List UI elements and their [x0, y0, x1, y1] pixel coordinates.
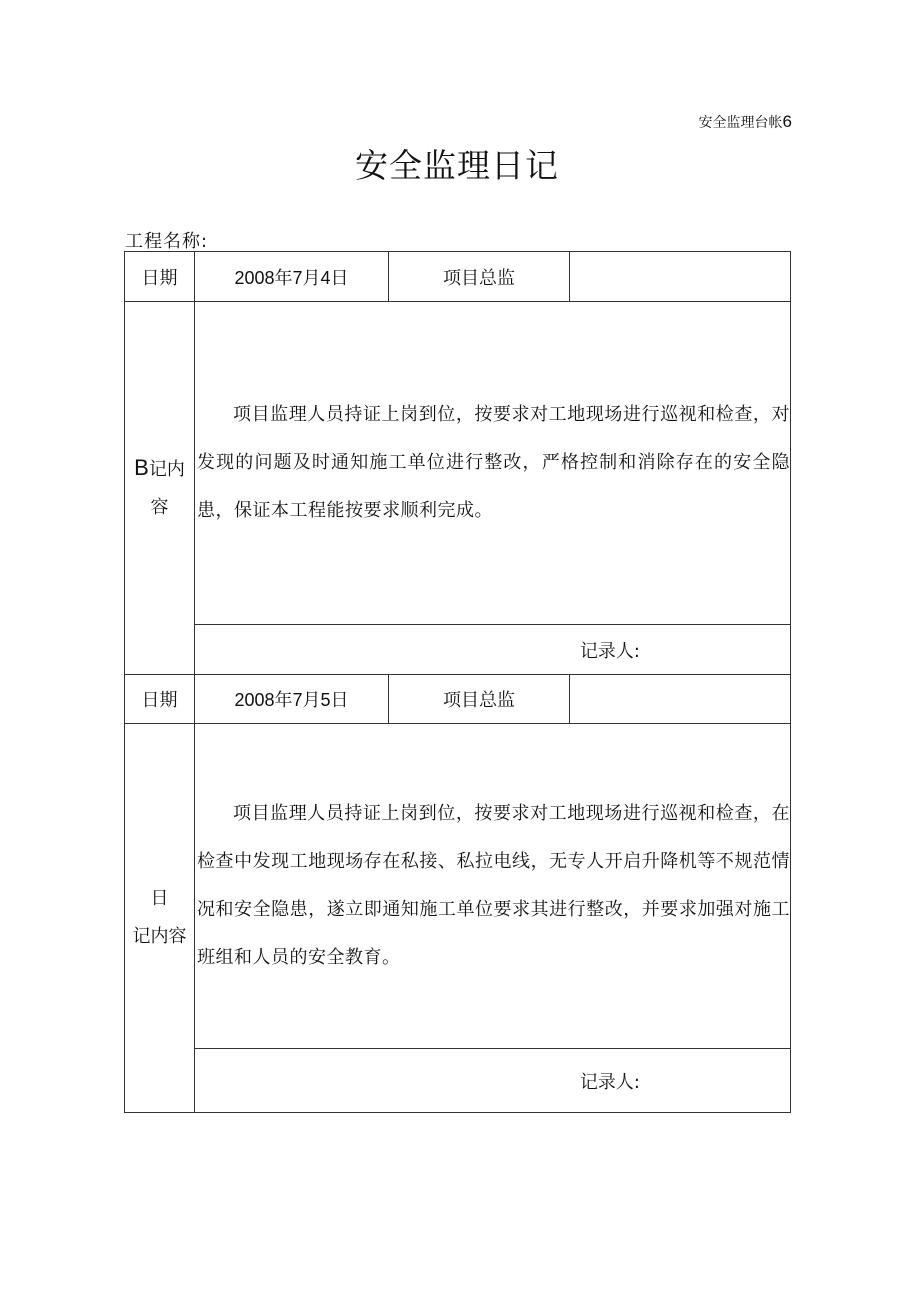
diary-content-text: 项目监理人员持证上岗到位，按要求对工地现场进行巡视和检查，在检查中发现工地现场存在私接、私拉电线，无专人开启升降机等不规范情况和安全隐患，遂立即通知施工单位要求其进行整改，并要求加强对施工班组和人员的安全教育。	[197, 803, 790, 968]
ledger-number-value: 6	[782, 112, 792, 131]
date-label: 日期	[125, 252, 195, 302]
supervisor-value	[570, 675, 791, 724]
side-label-prefix: B	[134, 455, 149, 480]
entry-1-recorder-row	[125, 625, 791, 675]
side-label-line1: 记内	[148, 459, 185, 480]
diary-content-label	[125, 724, 195, 1113]
diary-content-text: 项目监理人员持证上岗到位，按要求对工地现场进行巡视和检查，对发现的问题及时通知施工单位进行整改，严格控制和消除存在的安全隐患，保证本工程能按要求顺利完成。	[197, 404, 790, 521]
diary-content-label	[125, 302, 195, 675]
side-label-line2: 容	[150, 497, 169, 518]
supervisor-label: 项目总监	[389, 675, 570, 724]
side-label-line1: 日	[150, 888, 169, 909]
diary-content	[195, 724, 791, 1049]
ledger-number	[699, 112, 792, 132]
entry-2-content-row	[125, 724, 791, 1049]
supervisor-value	[570, 252, 791, 302]
document-title: 安全监理日记	[355, 146, 559, 185]
ledger-label: 安全监理台帐	[698, 115, 783, 131]
diary-content	[195, 302, 791, 625]
side-label-line2: 记内容	[132, 926, 187, 947]
date-label: 日期	[125, 675, 195, 724]
supervisor-label: 项目总监	[389, 252, 570, 302]
entry-2-header-row	[125, 675, 791, 724]
recorder-label: 记录人:	[195, 625, 791, 675]
date-value: 2008年7月5日	[195, 675, 389, 724]
diary-table	[124, 251, 791, 1113]
project-name-label: 工程名称:	[125, 231, 209, 252]
recorder-label: 记录人:	[195, 1049, 791, 1113]
entry-1-header-row	[125, 252, 791, 302]
entry-2-recorder-row	[125, 1049, 791, 1113]
date-value: 2008年7月4日	[195, 252, 389, 302]
entry-1-content-row	[125, 302, 791, 625]
